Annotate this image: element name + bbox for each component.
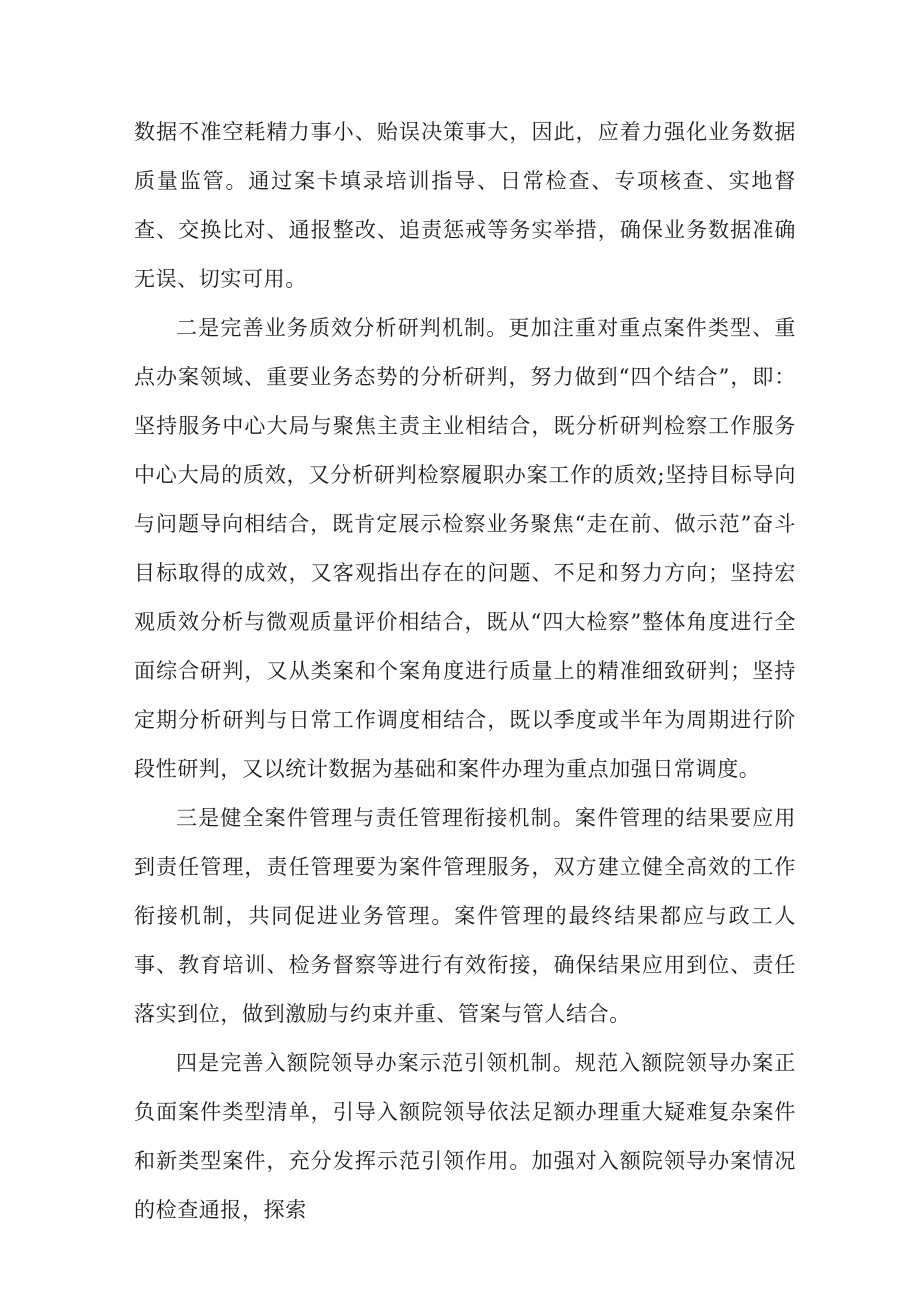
- paragraph-data-quality: 数据不准空耗精力事小、贻误决策事大，因此，应着力强化业务数据质量监管。通过案卡填录培训指导、日常检查、专项核查、实地督查、交换比对、通报整改、追责惩戒等务实举措，确保业务数据准确无误、切实可用。: [134, 120, 796, 291]
- paragraph-analysis-mechanism: 二是完善业务质效分析研判机制。更加注重对重点案件类型、重点办案领域、重要业务态势的分析研判，努力做到“四个结合”，即：坚持服务中心大局与聚焦主责主业相结合，既分析研判检察工作服务中心大局的质效，又分析研判检察履职办案工作的质效;坚持目标导向与问题导向相结合，既肯定展示检察业务聚焦“走在前、做示范”奋斗目标取得的成效，又客观指出存在的问题、不足和努力方向；坚持宏观质效分析与微观质量评价相结合，既从“四大检察”整体角度进行全面综合研判，又从类案和个案角度进行质量上的精准细致研判；坚持定期分析研判与日常工作调度相结合，既以季度或半年为周期进行阶段性研判，又以统计数据为基础和案件办理为重点加强日常调度。: [134, 316, 796, 781]
- paragraph-leader-demonstration: 四是完善入额院领导办案示范引领机制。规范入额院领导办案正负面案件类型清单，引导入额院领导依法足额办理重大疑难复杂案件和新类型案件，充分发挥示范引领作用。加强对入额院领导办案情况的检查通报，探索: [134, 1051, 796, 1222]
- paragraph-case-responsibility: 三是健全案件管理与责任管理衔接机制。案件管理的结果要应用到责任管理，责任管理要为案件管理服务，双方建立健全高效的工作衔接机制，共同促进业务管理。案件管理的最终结果都应与政工人事、教育培训、检务督察等进行有效衔接，确保结果应用到位、责任落实到位，做到激励与约束并重、管案与管人结合。: [134, 806, 796, 1026]
- document-body: [134, 108, 796, 1235]
